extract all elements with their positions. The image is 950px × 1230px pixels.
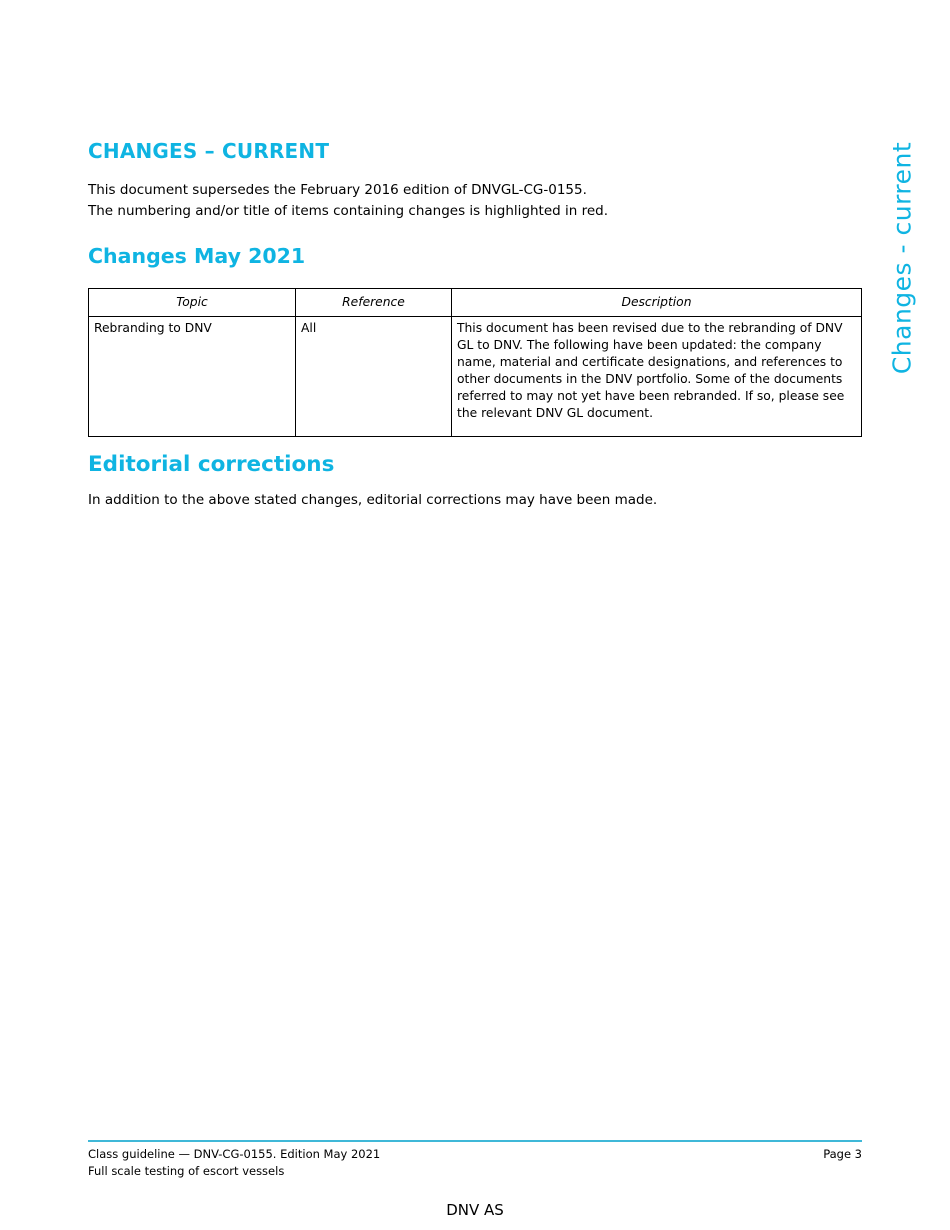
column-header-description: Description	[452, 289, 862, 317]
cell-description: This document has been revised due to the rebranding of DNV GL to DNV. The following have been updated: the company name, material and certificate designations, and references to other documents in the DNV portfolio. Some of the documents referred to may not yet have been rebranded. If so, please see the relevant DNV GL document.	[452, 317, 862, 437]
intro-text	[88, 180, 608, 222]
footer-document-info	[88, 1146, 380, 1180]
footer-line-1: Class guideline — DNV-CG-0155. Edition May 2021	[88, 1147, 381, 1161]
footer-line-2: Full scale testing of escort vessels	[88, 1164, 285, 1178]
publisher-name: DNV AS	[446, 1201, 504, 1219]
page-heading: CHANGES – CURRENT	[88, 139, 330, 163]
changes-section-title: Changes May 2021	[88, 244, 306, 268]
column-header-reference: Reference	[296, 289, 452, 317]
cell-topic: Rebranding to DNV	[89, 317, 296, 437]
table-header-row	[89, 289, 862, 317]
side-section-tab-label: Changes - current	[887, 141, 917, 375]
cell-reference: All	[296, 317, 452, 437]
page-number: Page 3	[823, 1147, 862, 1161]
editorial-text: In addition to the above stated changes, editorial corrections may have been made.	[88, 492, 658, 508]
table-row	[89, 317, 862, 437]
column-header-topic: Topic	[89, 289, 296, 317]
intro-line-2: The numbering and/or title of items containing changes is highlighted in red.	[88, 203, 609, 219]
side-section-tab	[882, 141, 922, 375]
intro-line-1: This document supersedes the February 2016 edition of DNVGL-CG-0155.	[88, 182, 587, 198]
editorial-section-title: Editorial corrections	[88, 452, 335, 477]
footer-divider	[88, 1140, 862, 1142]
changes-table	[88, 288, 862, 437]
